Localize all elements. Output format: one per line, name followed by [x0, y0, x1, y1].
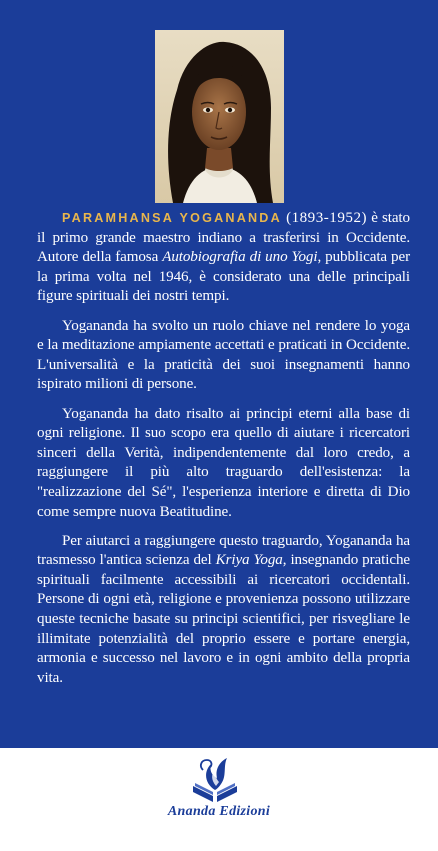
paragraph-2: Yogananda ha svolto un ruolo chiave nel rendere lo yoga e la meditazione ampiamente accettati e praticati in Occidente. L'universalità e la praticità dei suoi insegnamenti hanno ispirato milioni di persone. — [37, 317, 410, 393]
paragraph-1 — [37, 209, 410, 307]
paragraph-1-part-b: , pubblicata per la prima volta nel 1946, è considerato una delle principali figure spirituali dei nostri tempi. — [37, 249, 411, 305]
paragraph-1-part-a: è stato il primo grande maestro indiano a trasferirsi in Occidente. Autore della famosa — [37, 210, 410, 266]
author-portrait — [155, 30, 284, 203]
book-title: Autobiografia di uno Yogi — [162, 249, 318, 266]
publisher-name: Ananda Edizioni — [167, 804, 271, 819]
paragraph-4 — [37, 532, 410, 689]
paragraph-4-part-b: , insegnando pratiche spirituali facilmente accessibili ai ricercatori occidentali. Persone di ogni età, religione e provenienza possono utilizzare queste tecniche basate su principi scientifici, per risvegliare le illimitate potenzialità del proprio essere e portare energia, armonia e successo nel lavoro e in ogni ambito della propria vita. — [37, 552, 410, 686]
book-feather-logo-icon — [189, 756, 241, 804]
paragraph-4-part-a: Per aiutarci a raggiungere questo traguardo, Yogananda ha trasmesso l'antica scienza del — [37, 532, 410, 569]
paragraph-3: Yogananda ha dato risalto ai principi eterni alla base di ogni religione. Il suo scopo era quello di aiutare i ricercatori sinceri della Verità, indipendentemente dal loro credo, a raggiungere il più alto traguardo dell'esistenza: la "realizzazione del Sé", l'esperienza interiore e diretta di Dio come sempre nuova Beatitudine. — [37, 405, 410, 520]
kriya-yoga-term: Kriya Yoga — [215, 552, 283, 569]
author-years: (1893-1952) — [286, 210, 368, 226]
author-name: PARAMHANSA YOGANANDA — [62, 211, 282, 225]
biography-text — [37, 209, 410, 698]
